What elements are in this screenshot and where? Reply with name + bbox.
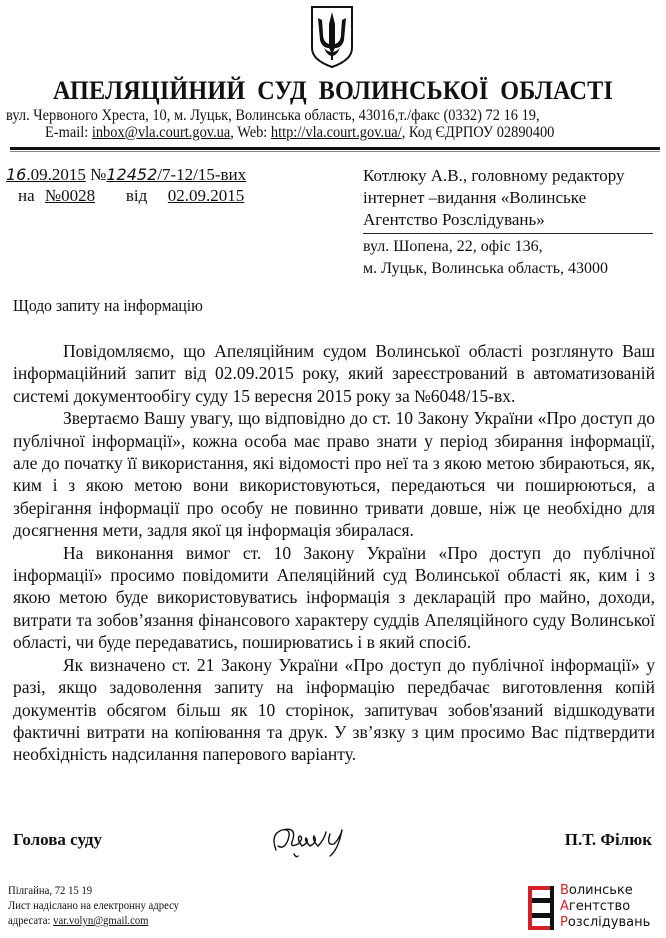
court-address: вул. Червоного Хреста, 10, м. Луцьк, Волинська область, 43016,т./факс (0332) 72 16 19, (6, 107, 540, 124)
var-logo (528, 882, 658, 934)
outgoing-number-suffix: /7-12/15-вих (157, 165, 247, 184)
recipient-address (363, 236, 608, 280)
var-logo-mark-icon (528, 886, 556, 930)
letter-subject: Щодо запиту на інформацію (13, 296, 203, 315)
body-paragraph: Звертаємо Вашу увагу, що відповідно до ст. 10 Закону України «Про доступ до публічної інформації», кожна особа має право знати у період збирання інформації, але до початку її використання, які відомості про неї та з якою метою збираються, як, ким і з якою метою вони використовуються, передаються чи поширюються, а зберігання інформації про особу не повинно тривати довше, ніж це необхідно для досягнення мети, задля якої ця інформація збиралася. (13, 408, 655, 541)
outgoing-number-label: № (90, 165, 107, 184)
addressee-line (8, 914, 179, 929)
signatory-name: П.Т. Філюк (564, 830, 652, 849)
court-name: АПЕЛЯЦІЙНИЙ СУД ВОЛИНСЬКОЇ ОБЛАСТІ (52, 76, 614, 105)
outgoing-reference (6, 165, 246, 185)
court-web-link[interactable]: http://vla.court.gov.ua/ (270, 124, 402, 141)
email-label: E-mail: (45, 124, 92, 141)
incoming-date: 02.09.2015 (167, 186, 245, 205)
header-divider (10, 147, 660, 150)
outgoing-day: 16 (6, 165, 27, 184)
outgoing-date: .09.2015 (26, 165, 86, 184)
coat-of-arms-icon (308, 4, 356, 70)
court-email-link[interactable]: inbox@vla.court.gov.ua (91, 124, 231, 141)
sent-note: Лист надіслано на електронну адресу (8, 900, 180, 912)
recipient-block (363, 165, 625, 231)
body-paragraph: Повідомляємо, що Апеляційним судом Волинської області розглянуто Ваш інформаційний запит від 02.09.2015 року, який зареєстрований в автоматизованій системі документообігу суду 15 вересня 2015 року за №6048/15-вх. (13, 341, 655, 406)
incoming-number: №0028 (44, 186, 96, 205)
recipient-street: вул. Шопена, 22, офіс 136, (363, 238, 543, 255)
var-logo-text: Волинське Агентство Розслідувань (560, 883, 651, 930)
addressee-label: адресата: (8, 915, 54, 927)
edrpou-code: , Код ЄДРПОУ 02890400 (401, 124, 555, 141)
recipient-divider (363, 233, 653, 234)
recipient-org-line2: Агентство Розслідувань» (363, 210, 545, 229)
recipient-city: м. Луцьк, Волинська область, 43000 (363, 260, 609, 277)
court-contacts (45, 124, 554, 142)
recipient-name: Котлюку А.В., головному редактору (363, 166, 625, 185)
web-label: , Web: (230, 124, 271, 141)
incoming-label: на (18, 186, 35, 205)
incoming-date-label: від (125, 186, 148, 205)
executor-contact: Пілгайна, 72 15 19 (8, 885, 93, 897)
signatory-title: Голова суду (13, 830, 102, 849)
outgoing-number: 12452 (106, 165, 158, 184)
footer-note (8, 884, 179, 929)
header-divider-thin (10, 151, 660, 152)
recipient-org-line1: інтернет –видання «Волинське (363, 188, 587, 207)
body-paragraph: На виконання вимог ст. 10 Закону України «Про доступ до публічної інформації» просимо повідомити Апеляційний суд Волинської області як, ким і з якою метою буде використовуватись інформація з декларацій про майно, доходи, витрати та зобов’язання фінансового характеру суддів Апеляційного суду Волинської області, чи буде передаватись, поширюватись і в який спосіб. (13, 542, 655, 653)
incoming-reference (18, 186, 244, 206)
letter-body (13, 340, 655, 766)
handwritten-signature (268, 820, 358, 864)
addressee-email-link[interactable]: var.volyn@gmail.com (53, 915, 149, 927)
body-paragraph: Як визначено ст. 21 Закону України «Про доступ до публічної інформації» у разі, якщо задоволення запиту на інформацію передбачає виготовлення копій документів обсягом більш як 10 сторінок, запитувач зобов'язаний відшкодувати фактичні витрати на копіювання та друк. У зв’язку з цим просимо Вас підтвердити необхідність надсилання паперового варіанту. (13, 654, 655, 765)
